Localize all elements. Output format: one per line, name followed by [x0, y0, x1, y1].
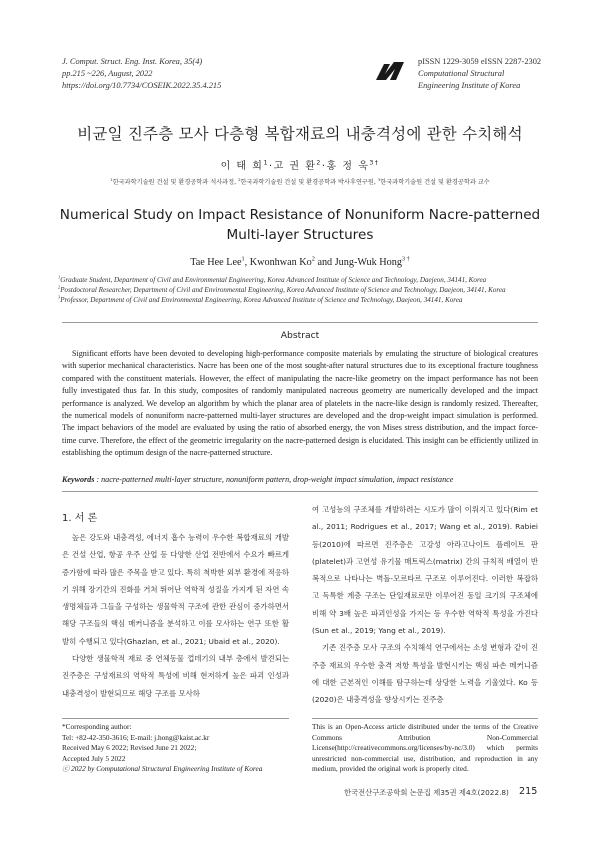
page-number: 215 — [519, 786, 538, 797]
abstract-bottom-rule — [62, 491, 538, 492]
affiliation-1: $^1$Graduate Student, Department of Civil and Environmental Engineering, Korea Advanced Institute of Science and Technology, Daejeon, 34141, Korea — [58, 274, 487, 284]
footer-journal: 한국전산구조공학회 논문집 제35권 제4호(2022.8) — [344, 788, 509, 797]
paragraph: 기존 진주층 모사 구조의 수치해석 연구에서는 소성 변형과 같이 진주층 재료의 우수한 충격 저항 특성을 발현시키는 핵심 파손 메커니즘에 대한 근본적인 이해를 탐구하는데 상당한 노력을 기울였다. Ko 등(2020)은 내충격성을 향상시키는 진주층 — [312, 643, 538, 705]
received-date: Received May 6 2022; Revised June 21 2022; — [62, 743, 197, 753]
publisher-line-2: Engineering Institute of Korea — [418, 81, 521, 90]
affiliation-2: $^2$Postdoctoral Researcher, Department of Civil and Environmental Engineering, Korea Advanced Institute of Science and Technology, Daejeon, 34141, Korea — [58, 284, 506, 294]
journal-citation: J. Comput. Struct. Eng. Inst. Korea, 35(4) — [62, 57, 203, 66]
keywords-text: : nacre-patterned multi-layer structure, nonuniform pattern, drop-weight impact simulation, impact resistance — [94, 475, 454, 484]
body-column-right — [312, 501, 538, 709]
author-2-en: , Kwonhwan Ko — [244, 257, 312, 268]
abstract-heading: Abstract — [280, 330, 320, 341]
paragraph: 여 고성능의 구조체를 개발하려는 시도가 많이 이뤄지고 있다(Rim et al., 2011; Rodrigues et al., 2017; Wang et al., 2019). Rabiei 등(2010)에 따르면 진주층은 고강성 아라고나이트 플레이트 판(platelet)과 고연성 유기물 매트릭스(matrix) 간의 규칙적 배열이 반복적으로 나타나는 벽돌-모르타르 구조로 이루어진다. 이러한 복잡하고 독특한 계층 구조는 단일재료로만 이루어진 동일 크기의 구조체에 비해 약 3배 높은 파괴인성을 가지는 등 우수한 역학적 특성을 가진다(Sun et al., 2019; Yang et al., 2019). — [312, 505, 538, 636]
authors-english: Tae Hee Lee$^1$, Kwonhwan Ko$^2$ and Jung-Wuk Hong$^{3 \dagger}$ — [190, 255, 410, 268]
cosEIK-logo-icon — [374, 60, 406, 82]
accepted-date: Accepted July 5 2022 — [62, 753, 126, 763]
publisher-line-1: Computational Structural — [418, 69, 505, 78]
journal-header-left — [62, 56, 221, 92]
corresponding-author-footnote: *Corresponding author: Tel: +82-42-350-3616; E-mail: j.hong@kaist.ac.kr Received May 6 2022; Revised June 21 2022; Accepted July 5 2022 ⓒ 2022 by Computational Structural Engineering Institute of Korea — [62, 722, 263, 774]
author-1-en: Tae Hee Lee — [190, 257, 242, 268]
footnote-rule-left — [62, 718, 289, 719]
authors-korean: 이 태 희$^1$·고 권 환$^2$·홍 정 욱$^{3\dagger}$ — [220, 159, 380, 172]
journal-header-right — [418, 56, 541, 92]
footnote-rule-right — [312, 718, 538, 719]
paragraph: 높은 강도와 내충격성, 에너지 흡수 능력이 우수한 복합재료의 개발은 건설 산업, 항공 우주 산업 등 다양한 산업 전반에서 수요가 빠르게 증가함에 따라 많은 주목을 받고 있다. 특히 척박한 외부 환경에 적응하기 위해 장기간의 진화를 거쳐 뛰어난 역학적 성질을 가지게 된 자연 속 생명체들과 그들을 구성하는 생물학적 구조에 관한 관심이 증가하면서 해당 구조들의 핵심 매커니즘을 분석하고 이를 모사하는 연구 또한 활발히 수행되고 있다(Ghazlan, et al., 2021; Ubaid et al., 2020). — [62, 533, 289, 646]
author-1-ko: 이 태 희 — [220, 161, 264, 172]
doi-link[interactable]: https://doi.org/10.7734/COSEIK.2022.35.4.215 — [62, 81, 222, 90]
section-heading-introduction: 1. 서 론 — [62, 513, 98, 524]
journal-pages: pp.215 ~226, August, 2022 — [62, 69, 153, 78]
author-3-en: and Jung-Wuk Hong — [314, 257, 402, 268]
author-3-ko: 홍 정 욱 — [326, 161, 370, 172]
author-2-ko: 고 권 환 — [273, 161, 317, 172]
affiliation-3: $^3$Professor, Department of Civil and Environmental Engineering, Korea Advanced Institute of Science and Technology, Daejeon, 34141, Korea — [58, 294, 463, 304]
body-column-left — [62, 529, 289, 702]
copyright-notice: ⓒ 2022 by Computational Structural Engineering Institute of Korea — [62, 764, 263, 774]
abstract-body: Significant efforts have been devoted to developing high-performance composite materials by emulating the structure of biological creatures with superior mechanical characteristics. Nacre has been one of the most sought-after natural structures due to its exceptional fracture toughness compared with the constituent materials. However, the effect of manipulating the nacre-like geometry on the impact performance has not been fully investigated thus far. In this study, composites of randomly manipulated nacreous geometry are numerically developed and the impact performance is analyzed. We develop an algorithm by which the planar area of platelets in the nacre-like design is randomly resized. Thereafter, the numerical models of nonuniform nacre-patterned multi-layer structures are developed and the drop-weight impact simulation is performed. The impact behaviors of the model are evaluated by using the ratio of absorbed energy, the von Mises stress distribution, and the impact force-time curve. Therefore, the effect of the geometric irregularity on the nacre-patterned design is elucidated. This insight can be efficiently utilized in establishing the optimum design of the nacre-patterned structure. — [62, 349, 538, 458]
issn-line: pISSN 1229-3059 eISSN 2287-2302 — [418, 57, 542, 66]
keywords — [62, 475, 538, 484]
open-access-notice: This is an Open-Access article distributed under the terms of the Creative Commons Attribution Non-Commercial License(http://creativecommons.org/licenses/by-nc/3.0) which permits unrestricted non-commercial use, distribution, and reproduction in any medium, provided the original work is properly cited. — [312, 722, 538, 774]
title-english: Numerical Study on Impact Resistance of Nonuniform Nacre-patterned Multi-layer Structures — [59, 207, 541, 243]
affiliations-korean: $^1$한국과학기술원 건설 및 환경공학과 석사과정, $^2$한국과학기술원 건설 및 환경공학과 박사후연구원, $^3$한국과학기술원 건설 및 환경공학과 교수 — [110, 176, 490, 186]
title-korean: 비균일 진주층 모사 다층형 복합재료의 내충격성에 관한 수치해석 — [77, 125, 523, 143]
affiliations-english — [58, 276, 506, 305]
contact-info: Tel: +82-42-350-3616; E-mail: j.hong@kaist.ac.kr — [62, 732, 210, 742]
abstract-top-rule — [62, 322, 538, 323]
paragraph: 다양한 생물학적 재료 중 연체동물 껍데기의 내부 층에서 발견되는 진주층은 구성재료의 역학적 특성에 비해 현저하게 높은 파괴 인성과 내충격성이 발현되므로 해당 구조를 모사하 — [62, 654, 289, 698]
keywords-label: Keywords — [62, 475, 95, 484]
